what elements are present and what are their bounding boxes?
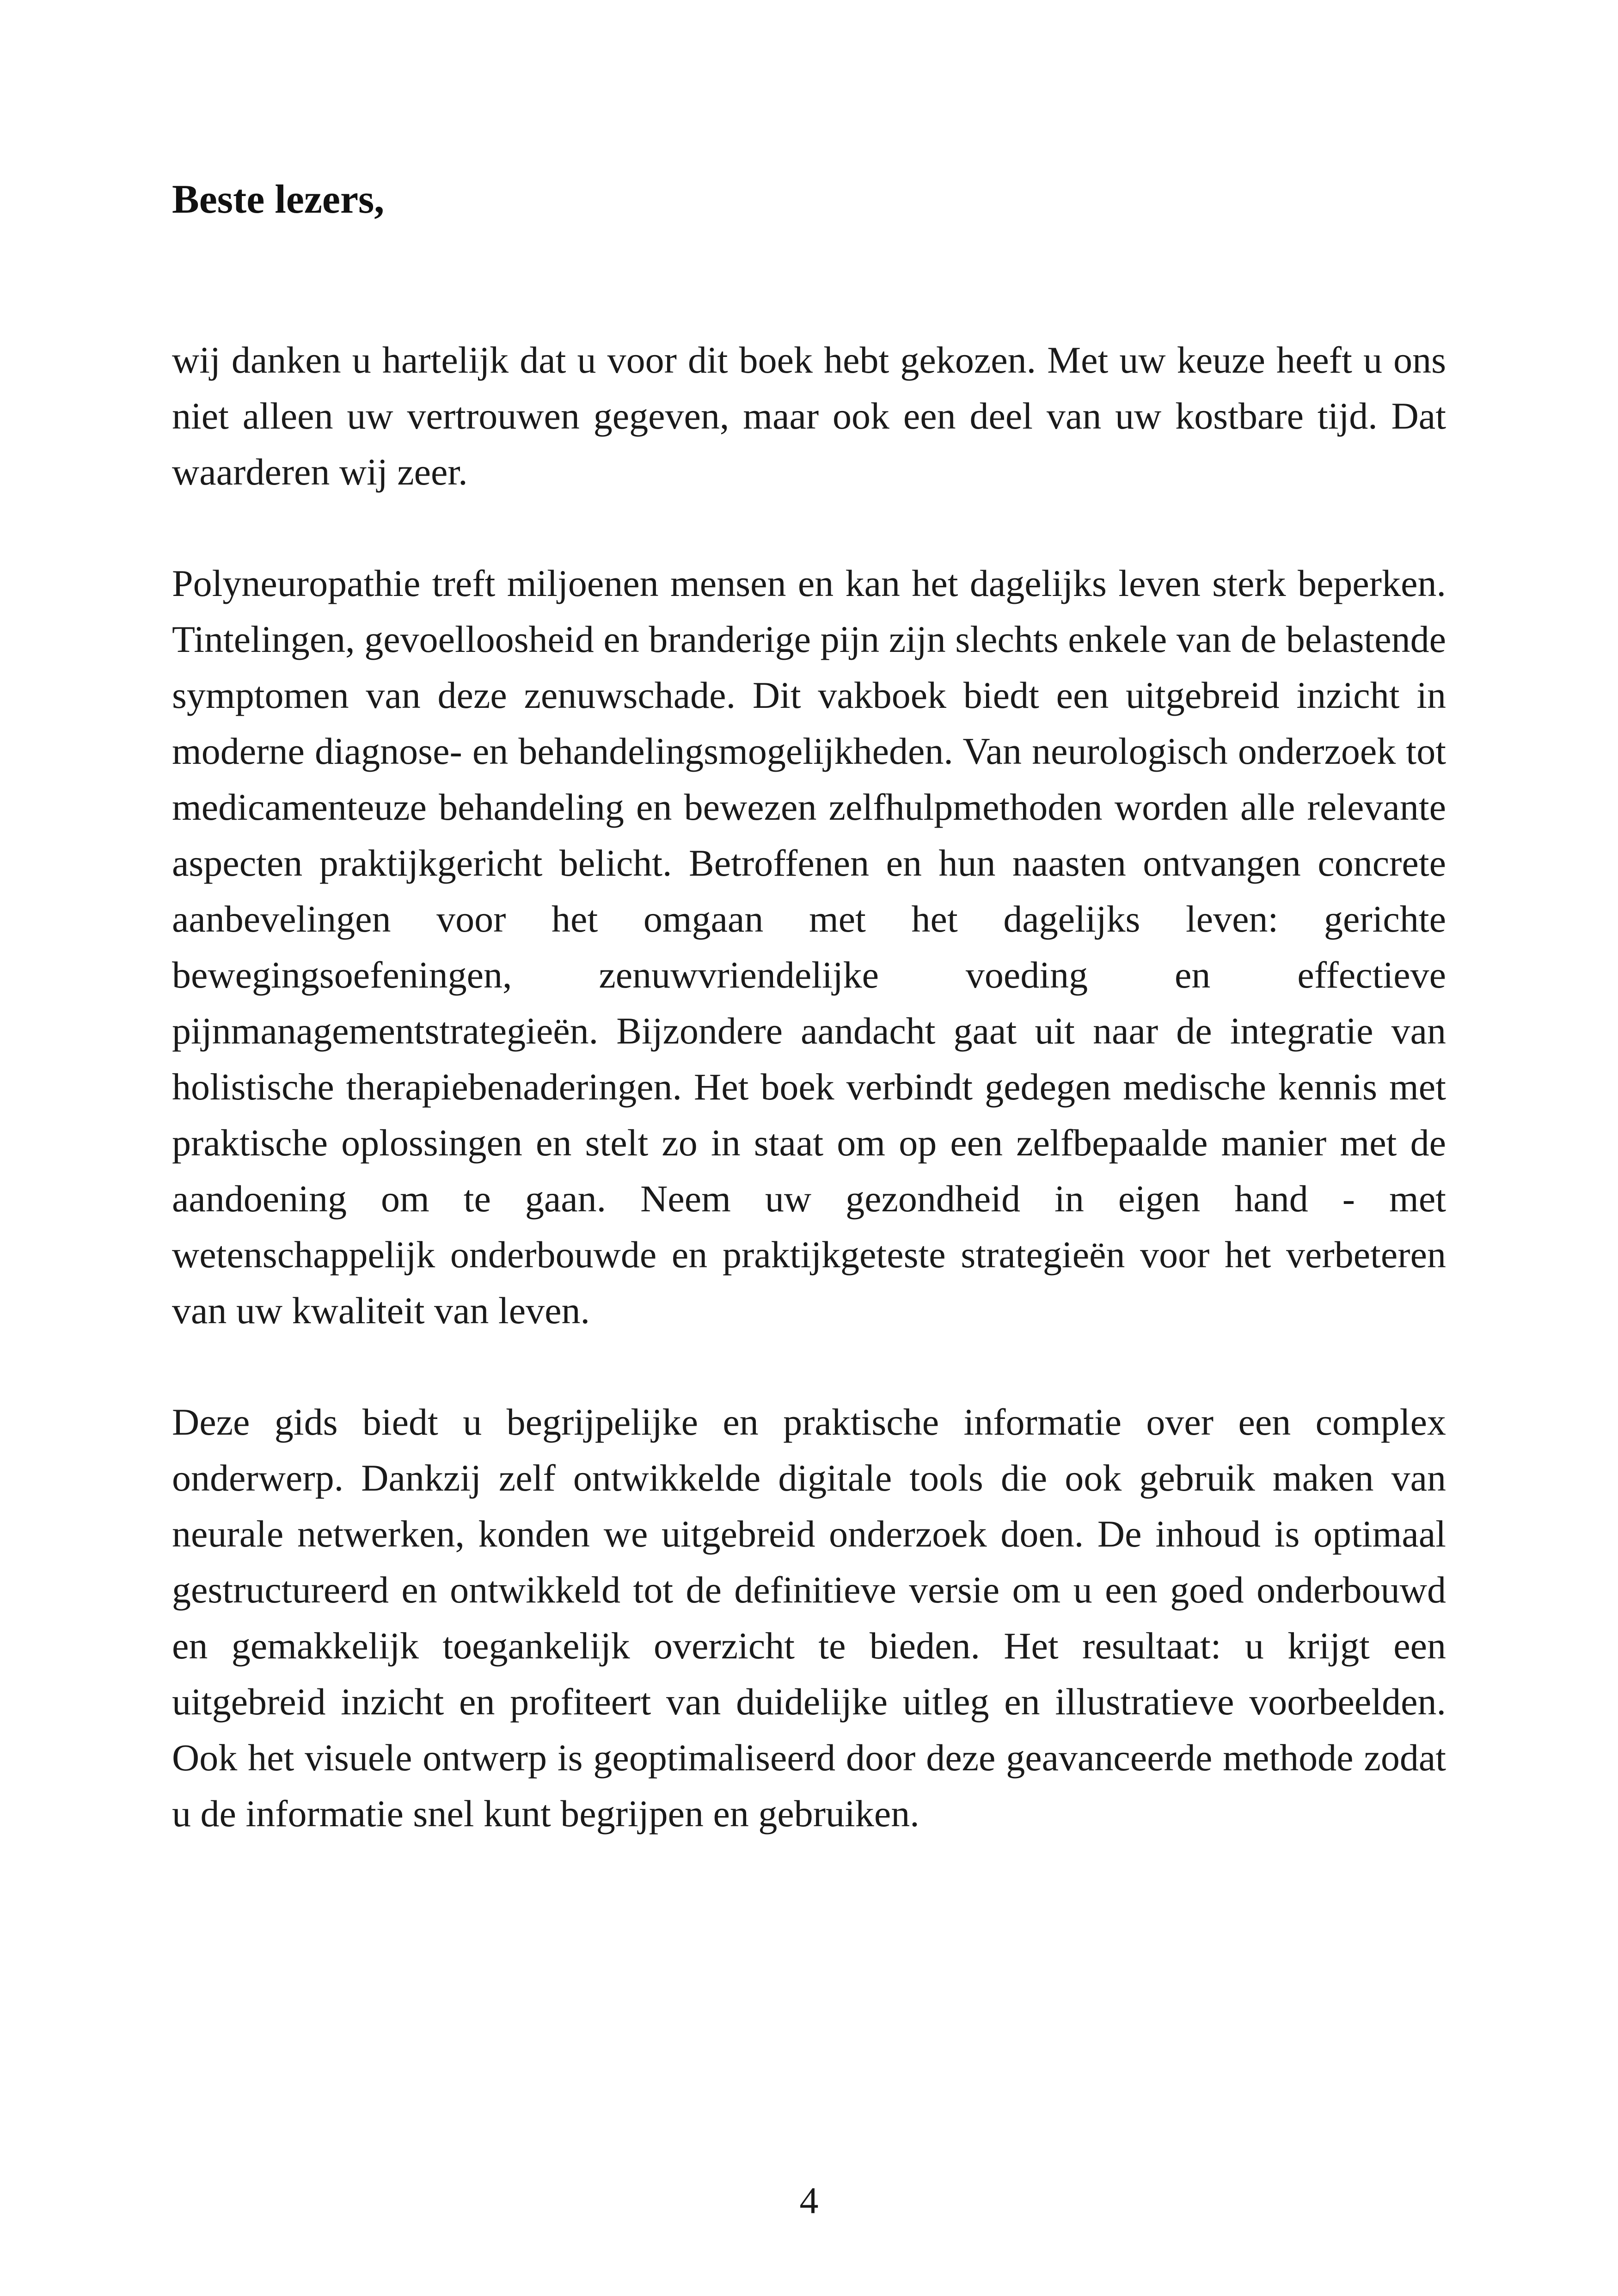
page-number: 4 xyxy=(799,2179,819,2222)
greeting-heading: Beste lezers, xyxy=(172,177,385,222)
paragraph-thanks: wij danken u hartelijk dat u voor dit boek hebt gekozen. Met uw keuze heeft u ons niet alleen uw vertrouwen gegeven, maar ook een deel van uw kostbare tijd. Dat waarderen wij zeer. xyxy=(172,339,1446,493)
body-text xyxy=(172,332,1446,1897)
paragraph-book-description: Polyneuropathie treft miljoenen mensen en kan het dagelijks leven sterk beperken. Tintelingen, gevoelloosheid en branderige pijn zijn slechts enkele van de belastende symptomen van deze zenuwschade. Dit vakboek biedt een uitgebreid inzicht in moderne diagnose- en behandelingsmogelijkheden. Van neurologisch onderzoek tot medicamenteuze behandeling en bewezen zelfhulpmethoden worden alle relevante aspecten praktijkgericht belicht. Betroffenen en hun naasten ontvangen concrete aanbevelingen voor het omgaan met het dagelijks leven: gerichte bewegingsoefeningen, zenuwvriendelijke voeding en effectieve pijnmanagementstrategieën. Bijzondere aandacht gaat uit naar de integratie van holistische therapiebenaderingen. Het boek verbindt gedegen medische kennis met praktische oplossingen en stelt zo in staat om op een zelfbepaalde manier met de aandoening om te gaan. Neem uw gezondheid in eigen hand - met wetenschappelijk onderbouwde en praktijkgeteste strategieën voor het verbeteren van uw kwaliteit van leven. xyxy=(172,562,1446,1332)
paragraph-guide-info: Deze gids biedt u begrijpelijke en praktische informatie over een complex onderwerp. Dankzij zelf ontwikkelde digitale tools die ook gebruik maken van neurale netwerken, konden we uitgebreid onderzoek doen. De inhoud is optimaal gestructureerd en ontwikkeld tot de definitieve versie om u een goed onderbouwd en gemakkelijk toegankelijk overzicht te bieden. Het resultaat: u krijgt een uitgebreid inzicht en profiteert van duidelijke uitleg en illustratieve voorbeelden. Ook het visuele ontwerp is geoptimaliseerd door deze geavanceerde methode zodat u de informatie snel kunt begrijpen en gebruiken. xyxy=(172,1401,1446,1835)
